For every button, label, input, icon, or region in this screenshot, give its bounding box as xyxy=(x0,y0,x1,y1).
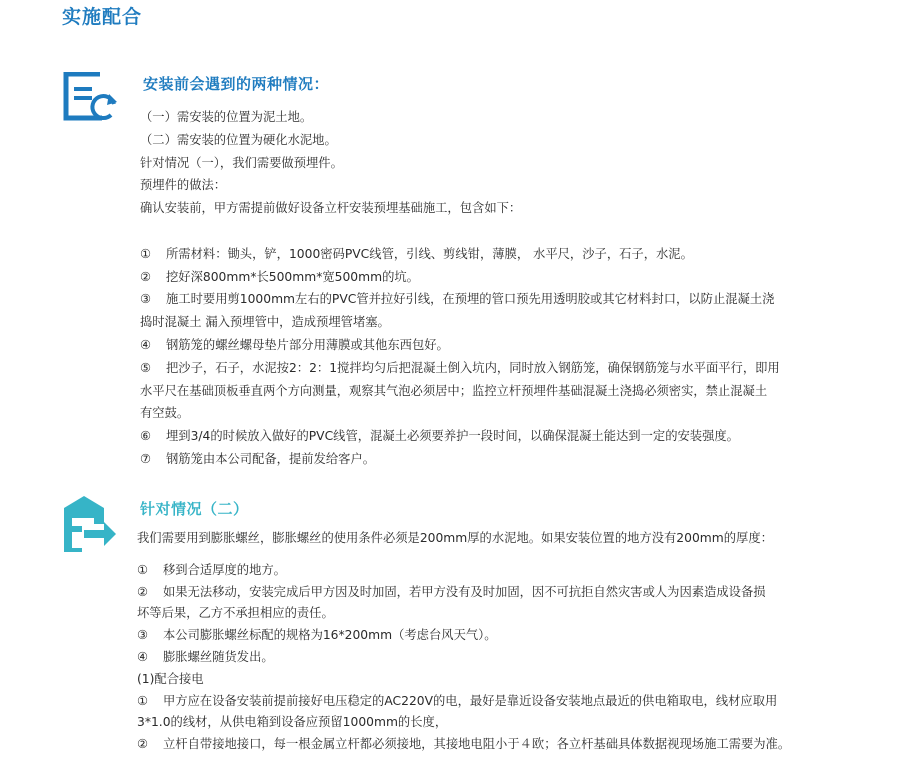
step-4: ④ 钢筋笼的螺丝螺母垫片部分用薄膜或其他东西包好。 xyxy=(140,337,449,352)
s2-step-1: ① 移到合适厚度的地方。 xyxy=(137,562,286,577)
document-refresh-icon xyxy=(62,72,118,122)
step-5-cont: 有空鼓。 xyxy=(140,406,190,421)
step-5: ⑤ 把沙子，石子，水泥按2：2：1搅拌均匀后把混凝土倒入坑内，同时放入钢筋笼，确保钢筋笼与水平面平行，即用 xyxy=(140,360,780,375)
s2-step-3: ③ 本公司膨胀螺丝标配的规格为16*200mm（考虑台风天气）。 xyxy=(137,628,497,643)
intro-line: 确认安装前，甲方需提前做好设备立杆安装预埋基础施工，包含如下： xyxy=(140,201,522,216)
power-step-1-cont: 3*1.0的线材，从供电箱到设备应预留1000mm的长度， xyxy=(137,715,448,730)
step-7: ⑦ 钢筋笼由本公司配备，提前发给客户。 xyxy=(140,451,376,466)
step-3-cont: 捣时混凝土 漏入预埋管中，造成预埋管堵塞。 xyxy=(140,315,390,330)
power-step-2: ② 立杆自带接地接口，每一根金属立杆都必须接地，其接地电阻小于４欧；各立杆基础具体数据视现场施工需要为准。 xyxy=(137,737,791,752)
step-2: ② 挖好深800mm*长500mm*宽500mm的坑。 xyxy=(140,269,419,284)
section2-title: 针对情况（二） xyxy=(140,500,249,518)
s2-step-2: ② 如果无法移动，安装完成后甲方因及时加固，若甲方没有及时加固，因不可抗拒自然灾害或人为因素造成设备损 xyxy=(137,584,766,599)
s2-step-2-cont: 坏等后果，乙方不承担相应的责任。 xyxy=(137,606,334,621)
step-6: ⑥ 埋到3/4的时候放入做好的PVC线管，混凝土必须要养护一段时间，以确保混凝土能达到一定的安装强度。 xyxy=(140,429,739,444)
section2-intro: 我们需要用到膨胀螺丝，膨胀螺丝的使用条件必须是200mm厚的水泥地。如果安装位置的地方没有200mm的厚度： xyxy=(137,531,773,545)
power-step-1: ① 甲方应在设备安装前提前接好电压稳定的AC220V的电，最好是靠近设备安装地点最近的供电箱取电，线材应取用 xyxy=(137,693,778,708)
house-arrow-icon xyxy=(60,494,116,554)
section2-body xyxy=(137,528,867,756)
sub-heading: (1)配合接电 xyxy=(137,671,204,686)
step-1: ① 所需材料：锄头，铲，1000密码PVC线管，引线、剪线钳，薄膜， 水平尺，沙子，石子，水泥。 xyxy=(140,246,693,261)
intro-line: 预埋件的做法： xyxy=(140,178,227,193)
section1-body xyxy=(140,106,860,471)
step-3: ③ 施工时要用剪1000mm左右的PVC管并拉好引线，在预埋的管口预先用透明胶或其它材料封口，以防止混凝土浇 xyxy=(140,292,775,307)
intro-line: 针对情况（一），我们需要做预埋件。 xyxy=(140,155,343,170)
section1-title: 安装前会遇到的两种情况： xyxy=(143,75,330,93)
page-title: 实施配合 xyxy=(62,6,143,28)
step-5-cont: 水平尺在基础顶板垂直两个方向测量，观察其气泡必须居中；监控立杆预埋件基础混凝土浇捣必须密实，禁止混凝土 xyxy=(140,383,768,398)
intro-line: （二）需安装的位置为硬化水泥地。 xyxy=(140,132,337,147)
intro-line: （一）需安装的位置为泥土地。 xyxy=(140,110,313,124)
s2-step-4: ④ 膨胀螺丝随货发出。 xyxy=(137,649,274,664)
